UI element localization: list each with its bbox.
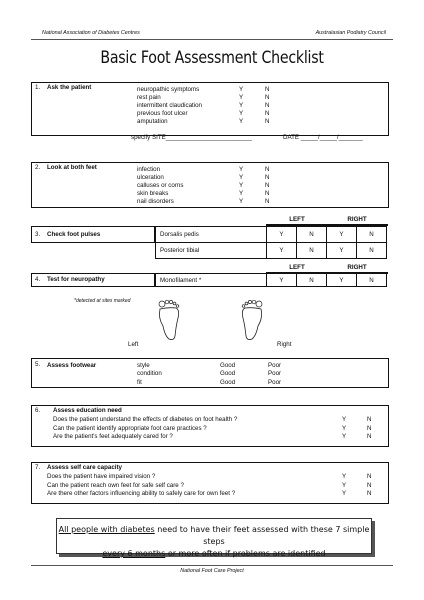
yes-option[interactable]: Y (239, 174, 244, 182)
no-option[interactable]: N (296, 226, 327, 243)
yes-option[interactable]: Y (326, 242, 357, 259)
no-option[interactable]: N (356, 226, 387, 243)
section-6-number: 6. (35, 407, 41, 414)
symptom-item: intermittent claudication (137, 102, 203, 110)
s3-right-header: RIGHT (347, 216, 367, 223)
yes-option[interactable]: Y (239, 86, 244, 93)
yes-option[interactable]: Y (266, 226, 297, 243)
section-5-label: Assess footwear (47, 362, 97, 369)
page-title: Basic Foot Assessment Checklist (100, 48, 324, 67)
poor-option[interactable]: Poor (268, 362, 282, 369)
no-option[interactable]: N (265, 182, 270, 190)
no-option[interactable]: N (367, 424, 372, 432)
no-option[interactable]: N (265, 198, 270, 206)
section-5-number: 5. (35, 361, 41, 368)
yes-option[interactable]: Y (266, 242, 297, 259)
good-option[interactable]: Good (220, 370, 236, 378)
yes-option[interactable]: Y (239, 166, 244, 173)
yes-option[interactable]: Y (342, 481, 347, 489)
yes-option[interactable]: Y (239, 182, 244, 190)
no-option[interactable]: N (367, 481, 372, 489)
symptom-item: amputation (137, 118, 168, 126)
banner-text-2: or more often if problems are identified (165, 549, 326, 558)
right-foot-label: Right (277, 341, 292, 348)
symptom-item: previous foot ulcer (137, 110, 188, 118)
header-right: Australasian Podiatry Council (315, 30, 386, 36)
s4-left-header: LEFT (289, 264, 305, 271)
yes-option[interactable]: Y (239, 198, 244, 206)
yes-option[interactable]: Y (342, 416, 347, 423)
no-option[interactable]: N (265, 190, 270, 198)
section-4-label: Test for neuropathy (47, 276, 105, 283)
site-specify-field[interactable]: specify SITE_________________________ (131, 134, 252, 141)
symptom-item: rest pain (137, 94, 161, 102)
question-item: Does the patient have impaired vision ? (47, 473, 156, 480)
section-1-label: Ask the patient (47, 84, 92, 91)
section-3-number: 3. (35, 231, 41, 238)
yes-option[interactable]: Y (342, 490, 347, 497)
symptom-item: neuropathic symptoms (137, 86, 200, 93)
question-item: Can the patient identify appropriate foot care practices ? (53, 424, 207, 432)
symptom-item: nail disorders (137, 198, 174, 206)
yes-option[interactable]: Y (342, 424, 347, 432)
no-option[interactable]: N (367, 416, 372, 423)
left-foot-label: Left (128, 341, 139, 348)
section-7-label: Assess self care capacity (47, 464, 122, 471)
reminder-banner (56, 518, 372, 558)
no-option[interactable]: N (265, 94, 270, 102)
footwear-item: style (137, 362, 150, 369)
footwear-item: fit (137, 378, 142, 386)
good-option[interactable]: Good (220, 362, 236, 369)
banner-text-1: need to have their feet assessed with these 7 simple steps (154, 525, 370, 546)
symptom-item: infection (137, 166, 161, 173)
s4-right-header: RIGHT (347, 264, 367, 271)
banner-emphasis-1: All people with diabetes (58, 525, 155, 534)
yes-option[interactable]: Y (239, 94, 244, 102)
pulse-row-label: Posterior tibial (155, 242, 267, 259)
footer-rule (31, 565, 393, 566)
yes-option[interactable]: Y (239, 190, 244, 198)
yes-option[interactable]: Y (342, 473, 347, 480)
question-item: Does the patient understand the effects of diabetes on foot health ? (53, 416, 238, 423)
symptom-item: skin breaks (137, 190, 169, 198)
no-option[interactable]: N (296, 273, 327, 287)
yes-option[interactable]: Y (239, 102, 244, 110)
monofilament-row-label: Monofilament * (155, 273, 267, 287)
question-item: Are there other factors influencing ability to safely care for own feet ? (47, 490, 236, 497)
section-7-number: 7. (35, 464, 41, 471)
no-option[interactable]: N (265, 118, 270, 126)
no-option[interactable]: N (356, 273, 387, 287)
section-6-label: Assess education need (53, 407, 122, 414)
yes-option[interactable]: Y (239, 118, 244, 126)
no-option[interactable]: N (265, 110, 270, 118)
yes-option[interactable]: Y (326, 273, 357, 287)
question-item: Are the patient's feet adequately cared for ? (53, 433, 173, 440)
no-option[interactable]: N (265, 174, 270, 182)
yes-option[interactable]: Y (326, 226, 357, 243)
no-option[interactable]: N (367, 473, 372, 480)
no-option[interactable]: N (265, 166, 270, 173)
monofilament-note: *detected at sites marked (74, 298, 131, 304)
no-option[interactable]: N (367, 433, 372, 440)
section-2-number: 2. (35, 164, 41, 171)
good-option[interactable]: Good (220, 378, 236, 386)
poor-option[interactable]: Poor (268, 378, 282, 386)
no-option[interactable]: N (265, 86, 270, 93)
yes-option[interactable]: Y (239, 110, 244, 118)
question-item: Can the patient reach own feet for safe self care ? (47, 481, 184, 489)
no-option[interactable]: N (296, 242, 327, 259)
header-rule (31, 39, 393, 40)
yes-option[interactable]: Y (266, 273, 297, 287)
no-option[interactable]: N (367, 490, 372, 497)
symptom-item: ulceration (137, 174, 164, 182)
section-1-number: 1. (35, 84, 41, 91)
symptom-item: calluses or corns (137, 182, 184, 190)
no-option[interactable]: N (265, 102, 270, 110)
footwear-item: condition (137, 370, 162, 378)
banner-emphasis-2: every 6 months (102, 549, 166, 558)
pulse-row-label: Dorsalis pedis (155, 226, 267, 243)
poor-option[interactable]: Poor (268, 370, 282, 378)
footer-text: National Foot Care Project (180, 568, 244, 574)
section-4-number: 4. (35, 276, 41, 283)
left-foot-diagram (155, 298, 185, 342)
yes-option[interactable]: Y (342, 433, 347, 440)
header-left: National Association of Diabetes Centres (42, 30, 140, 36)
right-foot-diagram (236, 298, 266, 342)
date-field[interactable]: DATE _____/_____/_______ (283, 134, 363, 141)
section-3-label: Check foot pulses (47, 231, 101, 238)
section-2-label: Look at both feet (47, 164, 97, 171)
no-option[interactable]: N (356, 242, 387, 259)
s3-left-header: LEFT (289, 216, 305, 223)
